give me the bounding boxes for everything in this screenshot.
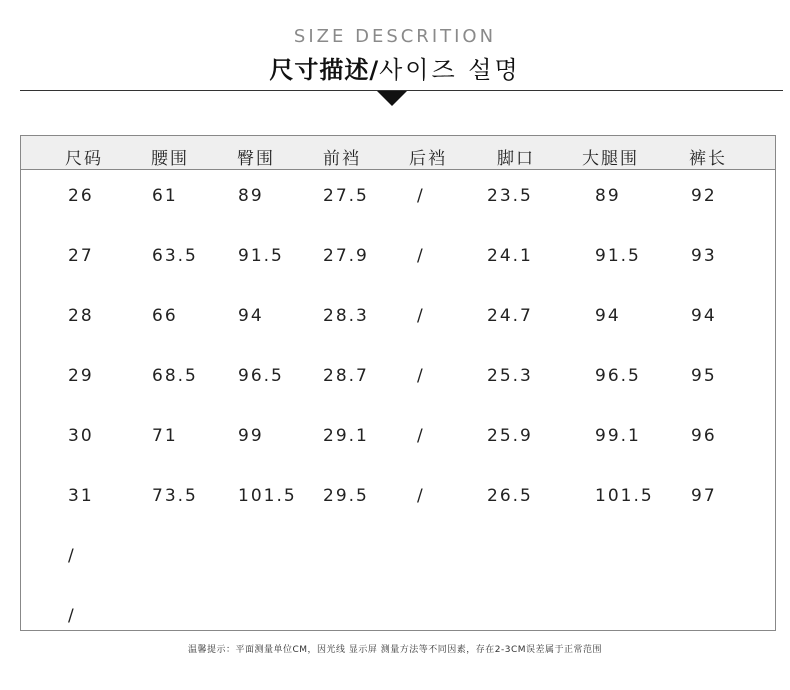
table-cell: 94 xyxy=(691,306,717,326)
column-header-waist: 腰围 xyxy=(151,149,189,169)
table-cell: 91.5 xyxy=(238,246,284,266)
table-cell: 97 xyxy=(691,486,717,506)
column-header-size: 尺码 xyxy=(65,149,103,169)
table-cell: / xyxy=(417,366,425,386)
table-cell: 28.7 xyxy=(323,366,369,386)
table-cell: 26.5 xyxy=(487,486,533,506)
table-cell: 101.5 xyxy=(595,486,654,506)
table-cell: 66 xyxy=(152,306,178,326)
table-cell: 26 xyxy=(68,186,94,206)
table-cell: 30 xyxy=(68,426,94,446)
table-cell: 61 xyxy=(152,186,178,206)
table-cell: 89 xyxy=(238,186,264,206)
column-header-leg-opening: 脚口 xyxy=(497,149,535,169)
column-header-front-rise: 前裆 xyxy=(323,149,361,169)
column-header-thigh: 大腿围 xyxy=(582,149,639,169)
title-chinese: 尺寸描述/ xyxy=(269,56,380,84)
table-cell: 27 xyxy=(68,246,94,266)
table-cell: / xyxy=(417,186,425,206)
table-cell: 101.5 xyxy=(238,486,297,506)
table-cell: 27.9 xyxy=(323,246,369,266)
table-cell: 93 xyxy=(691,246,717,266)
table-cell: 95 xyxy=(691,366,717,386)
table-cell: 92 xyxy=(691,186,717,206)
table-cell: 94 xyxy=(595,306,621,326)
size-table xyxy=(20,135,776,631)
table-cell: 94 xyxy=(238,306,264,326)
table-cell: 73.5 xyxy=(152,486,198,506)
table-cell: 71 xyxy=(152,426,178,446)
table-cell: 29.1 xyxy=(323,426,369,446)
table-cell: 31 xyxy=(68,486,94,506)
table-cell: / xyxy=(417,486,425,506)
size-description-subtitle: SIZE DESCRITION xyxy=(293,26,497,47)
table-cell: 25.9 xyxy=(487,426,533,446)
table-cell: 28 xyxy=(68,306,94,326)
column-header-length: 裤长 xyxy=(689,149,727,169)
table-cell: 96.5 xyxy=(238,366,284,386)
table-cell: 29.5 xyxy=(323,486,369,506)
table-cell: / xyxy=(68,546,76,566)
table-cell: 96.5 xyxy=(595,366,641,386)
down-triangle-icon xyxy=(377,91,407,106)
table-cell: 25.3 xyxy=(487,366,533,386)
table-cell: / xyxy=(417,426,425,446)
table-cell: 68.5 xyxy=(152,366,198,386)
table-cell: 28.3 xyxy=(323,306,369,326)
table-cell: 99.1 xyxy=(595,426,641,446)
size-table-header xyxy=(21,136,775,170)
table-cell: 91.5 xyxy=(595,246,641,266)
table-cell: / xyxy=(417,306,425,326)
table-cell: / xyxy=(68,606,76,626)
table-cell: 63.5 xyxy=(152,246,198,266)
column-header-hip: 臀围 xyxy=(237,149,275,169)
table-cell: 96 xyxy=(691,426,717,446)
title-korean: 사이즈 설명 xyxy=(379,56,521,84)
table-cell: 29 xyxy=(68,366,94,386)
size-description-title xyxy=(0,50,790,85)
table-cell: 99 xyxy=(238,426,264,446)
column-header-back-rise: 后裆 xyxy=(409,149,447,169)
table-cell: / xyxy=(417,246,425,266)
table-cell: 27.5 xyxy=(323,186,369,206)
table-cell: 24.1 xyxy=(487,246,533,266)
measurement-note: 温馨提示：平面测量单位CM，因光线 显示屏 测量方法等不同因素，存在2-3CM误差属于正常范围 xyxy=(187,645,603,655)
table-cell: 24.7 xyxy=(487,306,533,326)
table-cell: 89 xyxy=(595,186,621,206)
table-cell: 23.5 xyxy=(487,186,533,206)
